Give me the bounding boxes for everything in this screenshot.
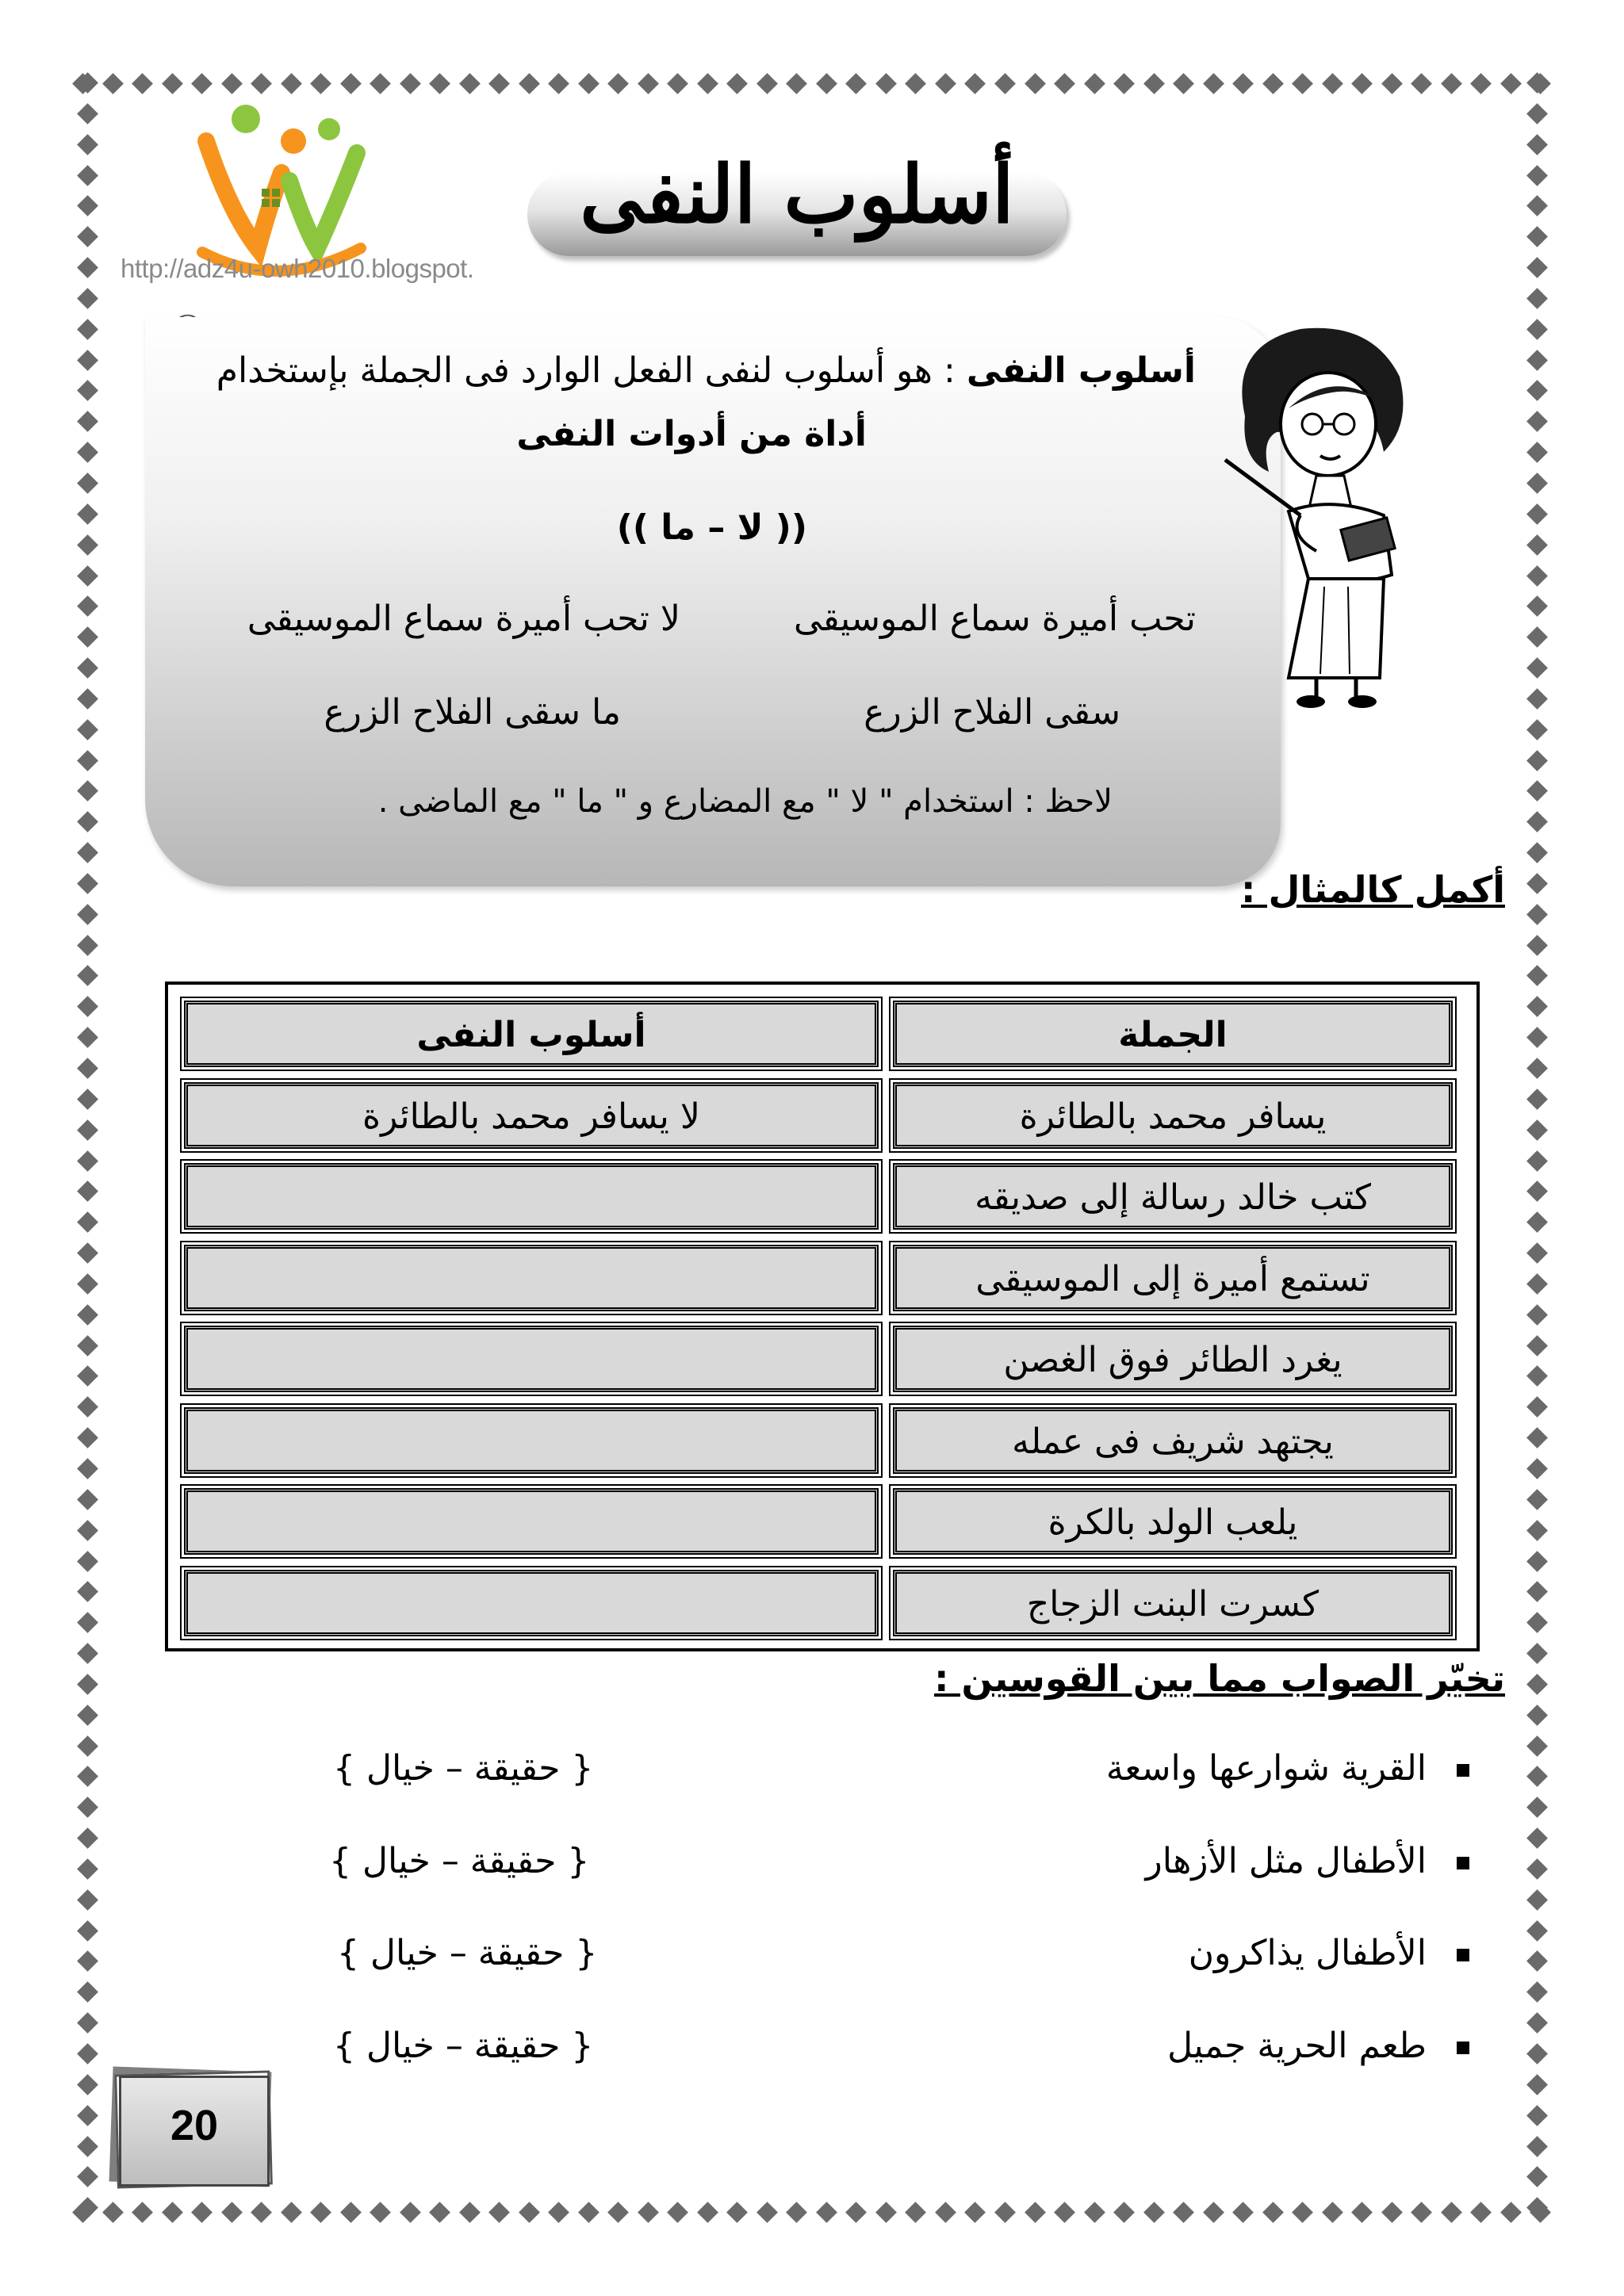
- border-diamond: [726, 73, 748, 94]
- cell-sentence: كتب خالد رسالة إلى صديقه: [893, 1163, 1453, 1230]
- border-diamond: [77, 1766, 98, 1787]
- border-diamond: [162, 73, 183, 94]
- border-diamond: [400, 73, 421, 94]
- border-diamond: [1526, 1705, 1548, 1726]
- border-diamond: [102, 73, 124, 94]
- choice-options[interactable]: { حقيقة – خيال }: [333, 2026, 594, 2066]
- border-diamond: [77, 134, 98, 155]
- border-diamond: [935, 2202, 956, 2223]
- choice-statement: [1167, 2026, 1469, 2066]
- border-diamond: [786, 2202, 807, 2223]
- page-border-top: [75, 71, 1549, 95]
- border-diamond: [1025, 2202, 1046, 2223]
- border-diamond: [1232, 73, 1254, 94]
- border-diamond: [77, 103, 98, 124]
- bullet-icon: [1457, 1949, 1469, 1961]
- border-diamond: [77, 1242, 98, 1264]
- border-diamond: [77, 1119, 98, 1141]
- border-diamond: [77, 1273, 98, 1295]
- border-diamond: [1381, 73, 1403, 94]
- border-diamond: [1526, 288, 1548, 309]
- border-diamond: [1351, 73, 1373, 94]
- border-diamond: [1526, 1242, 1548, 1264]
- border-diamond: [77, 72, 98, 94]
- border-diamond: [906, 2202, 927, 2223]
- border-diamond: [370, 2202, 391, 2223]
- border-diamond: [519, 2202, 540, 2223]
- border-diamond: [102, 2202, 124, 2223]
- border-diamond: [77, 688, 98, 710]
- choice-options[interactable]: { حقيقة – خيال }: [329, 1841, 590, 1881]
- border-diamond: [340, 73, 362, 94]
- bullet-icon: [1457, 1764, 1469, 1777]
- choice-statement: [1145, 1841, 1469, 1881]
- border-diamond: [77, 1674, 98, 1695]
- border-diamond: [77, 1705, 98, 1726]
- page-number: 20: [170, 2102, 219, 2149]
- choice-options[interactable]: { حقيقة – خيال }: [333, 1748, 594, 1789]
- border-diamond: [1411, 2202, 1432, 2223]
- border-diamond: [77, 319, 98, 340]
- border-diamond: [1470, 2202, 1492, 2223]
- border-diamond: [1526, 2043, 1548, 2064]
- border-diamond: [1526, 1181, 1548, 1202]
- border-diamond: [77, 1027, 98, 1048]
- page-border-left: [75, 75, 99, 2216]
- border-diamond: [77, 1951, 98, 1973]
- page-border-bottom: [75, 2200, 1549, 2224]
- border-diamond: [77, 1489, 98, 1510]
- border-diamond: [191, 73, 213, 94]
- border-diamond: [1526, 2197, 1548, 2218]
- border-diamond: [77, 996, 98, 1017]
- border-diamond: [1526, 595, 1548, 617]
- border-diamond: [1526, 935, 1548, 956]
- border-diamond: [1526, 195, 1548, 216]
- border-diamond: [1526, 226, 1548, 247]
- border-diamond: [697, 2202, 718, 2223]
- border-diamond: [1526, 1273, 1548, 1295]
- border-diamond: [400, 2202, 421, 2223]
- border-diamond: [1054, 73, 1075, 94]
- border-diamond: [77, 1366, 98, 1387]
- border-diamond: [1526, 1211, 1548, 1233]
- border-diamond: [77, 1304, 98, 1326]
- border-diamond: [1054, 2202, 1075, 2223]
- border-diamond: [77, 904, 98, 925]
- border-diamond: [77, 657, 98, 679]
- border-diamond: [77, 1889, 98, 1911]
- border-diamond: [1526, 657, 1548, 679]
- border-diamond: [1526, 134, 1548, 155]
- border-diamond: [1351, 2202, 1373, 2223]
- border-diamond: [1173, 73, 1194, 94]
- border-diamond: [1143, 73, 1165, 94]
- border-diamond: [77, 1458, 98, 1479]
- border-diamond: [1526, 1366, 1548, 1387]
- border-diamond: [1526, 1551, 1548, 1572]
- border-diamond: [1526, 1089, 1548, 1110]
- border-diamond: [726, 2202, 748, 2223]
- border-diamond: [1526, 966, 1548, 987]
- cell-negation[interactable]: لا يسافر محمد بالطائرة: [184, 1082, 879, 1149]
- border-diamond: [875, 2202, 897, 2223]
- border-diamond: [1526, 1581, 1548, 1602]
- teacher-illustration: [1213, 313, 1459, 718]
- border-diamond: [77, 1520, 98, 1541]
- border-diamond: [77, 565, 98, 587]
- border-diamond: [1526, 1981, 1548, 2003]
- border-diamond: [1203, 2202, 1224, 2223]
- border-diamond: [488, 73, 510, 94]
- bullet-icon: [1457, 2042, 1469, 2054]
- border-diamond: [77, 719, 98, 740]
- page-title: أسلوب النفى: [580, 147, 1014, 241]
- border-diamond: [281, 2202, 302, 2223]
- border-diamond: [1411, 73, 1432, 94]
- border-diamond: [77, 1827, 98, 1849]
- cell-sentence: يلعب الولد بالكرة: [893, 1488, 1453, 1555]
- border-diamond: [1526, 2166, 1548, 2187]
- border-diamond: [77, 595, 98, 617]
- border-diamond: [667, 2202, 688, 2223]
- border-diamond: [310, 73, 331, 94]
- border-diamond: [1526, 750, 1548, 771]
- border-diamond: [162, 2202, 183, 2223]
- cell-negation[interactable]: [184, 1407, 879, 1474]
- border-diamond: [578, 2202, 599, 2223]
- border-diamond: [1143, 2202, 1165, 2223]
- border-diamond: [578, 73, 599, 94]
- border-diamond: [1526, 1858, 1548, 1880]
- border-diamond: [1526, 1951, 1548, 1973]
- border-diamond: [77, 381, 98, 402]
- border-diamond: [638, 73, 659, 94]
- border-diamond: [1526, 811, 1548, 832]
- border-diamond: [77, 2197, 98, 2218]
- border-diamond: [1526, 873, 1548, 894]
- border-diamond: [77, 811, 98, 832]
- border-diamond: [340, 2202, 362, 2223]
- border-diamond: [1526, 719, 1548, 740]
- border-diamond: [1526, 780, 1548, 802]
- border-diamond: [77, 2043, 98, 2064]
- border-diamond: [1526, 1396, 1548, 1418]
- header-sentence: الجملة: [893, 1001, 1453, 1067]
- border-diamond: [281, 73, 302, 94]
- definition-term: أسلوب النفى: [966, 350, 1196, 391]
- border-diamond: [459, 2202, 481, 2223]
- border-diamond: [1526, 381, 1548, 402]
- border-diamond: [1526, 1150, 1548, 1172]
- statement-text: الأطفال مثل الأزهار: [1145, 1841, 1427, 1881]
- border-diamond: [1526, 1674, 1548, 1695]
- border-diamond: [77, 411, 98, 432]
- border-diamond: [310, 2202, 331, 2223]
- border-diamond: [1292, 73, 1313, 94]
- border-diamond: [816, 2202, 837, 2223]
- border-diamond: [429, 2202, 450, 2223]
- border-diamond: [1526, 257, 1548, 278]
- border-diamond: [519, 73, 540, 94]
- border-diamond: [1262, 2202, 1284, 2223]
- border-diamond: [1322, 73, 1343, 94]
- border-diamond: [1526, 904, 1548, 925]
- border-diamond: [77, 935, 98, 956]
- border-diamond: [77, 165, 98, 186]
- cell-sentence: تستمع أميرة إلى الموسيقى: [893, 1245, 1453, 1311]
- cell-sentence: يغرد الطائر فوق الغصن: [893, 1326, 1453, 1392]
- border-diamond: [1526, 165, 1548, 186]
- border-diamond: [697, 73, 718, 94]
- border-diamond: [370, 73, 391, 94]
- border-diamond: [1526, 350, 1548, 371]
- border-diamond: [756, 73, 778, 94]
- header-negation: أسلوب النفى: [184, 1001, 879, 1067]
- border-diamond: [1526, 1797, 1548, 1818]
- border-diamond: [1526, 103, 1548, 124]
- border-diamond: [251, 2202, 272, 2223]
- border-diamond: [1113, 73, 1135, 94]
- cell-negation[interactable]: [184, 1326, 879, 1392]
- border-diamond: [1084, 73, 1105, 94]
- border-diamond: [845, 73, 867, 94]
- cell-negation[interactable]: [184, 1570, 879, 1636]
- statement-text: القرية شوارعها واسعة: [1105, 1748, 1427, 1789]
- example-negative-1: لا تحب أميرة سماع الموسيقى: [247, 599, 680, 639]
- border-diamond: [1526, 1027, 1548, 1048]
- page-border-right: [1525, 75, 1549, 2216]
- border-diamond: [1262, 73, 1284, 94]
- border-diamond: [77, 2105, 98, 2126]
- border-diamond: [77, 1396, 98, 1418]
- border-diamond: [667, 73, 688, 94]
- example-affirmative-1: تحب أميرة سماع الموسيقى: [793, 599, 1196, 639]
- border-diamond: [77, 1150, 98, 1172]
- example-negative-2: ما سقى الفلاح الزرع: [324, 692, 621, 733]
- border-diamond: [77, 503, 98, 525]
- negation-table-grid: [171, 988, 1473, 1645]
- definition-line-2: أداة من أدوات النفى: [516, 414, 867, 454]
- choose-heading: تخيّر الصواب مما بين القوسين :: [934, 1657, 1505, 1700]
- definition-body: : هو أسلوب لنفى الفعل الوارد فى الجملة بإستخدام: [216, 350, 956, 391]
- border-diamond: [1526, 442, 1548, 463]
- border-diamond: [77, 226, 98, 247]
- border-diamond: [1526, 1766, 1548, 1787]
- border-diamond: [77, 257, 98, 278]
- border-diamond: [638, 2202, 659, 2223]
- border-diamond: [1173, 2202, 1194, 2223]
- border-diamond: [1203, 73, 1224, 94]
- border-diamond: [1441, 2202, 1462, 2223]
- border-diamond: [77, 2074, 98, 2095]
- negation-tools: (( لا – ما )): [616, 507, 807, 548]
- border-diamond: [77, 473, 98, 494]
- border-diamond: [1526, 1335, 1548, 1357]
- border-diamond: [251, 73, 272, 94]
- border-diamond: [1526, 996, 1548, 1017]
- border-diamond: [1526, 319, 1548, 340]
- cell-negation[interactable]: [184, 1245, 879, 1311]
- choice-statement: [1106, 1748, 1469, 1789]
- border-diamond: [1526, 1735, 1548, 1757]
- border-diamond: [1232, 2202, 1254, 2223]
- border-diamond: [77, 1211, 98, 1233]
- border-diamond: [1526, 1119, 1548, 1141]
- border-diamond: [1526, 2012, 1548, 2034]
- border-diamond: [1526, 1612, 1548, 1633]
- statement-text: الأطفال يذاكرون: [1188, 1933, 1427, 1973]
- logo-url-text: http://adz4u-owh2010.blogspot.: [121, 254, 474, 283]
- border-diamond: [1025, 73, 1046, 94]
- border-diamond: [77, 350, 98, 371]
- border-diamond: [1113, 2202, 1135, 2223]
- border-diamond: [77, 750, 98, 771]
- border-diamond: [816, 73, 837, 94]
- border-diamond: [965, 73, 986, 94]
- border-diamond: [77, 1735, 98, 1757]
- border-diamond: [191, 2202, 213, 2223]
- border-diamond: [77, 626, 98, 648]
- border-diamond: [1526, 1489, 1548, 1510]
- border-diamond: [906, 73, 927, 94]
- definition-line: [216, 350, 1196, 391]
- border-diamond: [77, 2166, 98, 2187]
- border-diamond: [77, 195, 98, 216]
- border-diamond: [77, 1797, 98, 1818]
- border-diamond: [77, 1920, 98, 1942]
- border-diamond: [1322, 2202, 1343, 2223]
- border-diamond: [1526, 411, 1548, 432]
- note-text: لاحظ : استخدام " لا " مع المضارع و " ما " مع الماضى .: [377, 783, 1113, 820]
- border-diamond: [77, 1551, 98, 1572]
- border-diamond: [1526, 1427, 1548, 1448]
- border-diamond: [1526, 1827, 1548, 1849]
- border-diamond: [77, 2136, 98, 2157]
- border-diamond: [1441, 73, 1462, 94]
- border-diamond: [77, 1643, 98, 1664]
- choice-statement: [1189, 1933, 1469, 1973]
- border-diamond: [1526, 72, 1548, 94]
- border-diamond: [1526, 688, 1548, 710]
- border-diamond: [1526, 1643, 1548, 1664]
- border-diamond: [77, 842, 98, 863]
- border-diamond: [1526, 1889, 1548, 1911]
- border-diamond: [1526, 2136, 1548, 2157]
- border-diamond: [77, 1581, 98, 1602]
- border-diamond: [607, 2202, 629, 2223]
- example-affirmative-2: سقى الفلاح الزرع: [864, 692, 1120, 733]
- cell-sentence: يجتهد شريف فى عمله: [893, 1407, 1453, 1474]
- border-diamond: [77, 2012, 98, 2034]
- border-diamond: [845, 2202, 867, 2223]
- border-diamond: [1526, 1458, 1548, 1479]
- border-diamond: [221, 2202, 243, 2223]
- border-diamond: [1500, 73, 1522, 94]
- border-diamond: [77, 1181, 98, 1202]
- border-diamond: [77, 1427, 98, 1448]
- border-diamond: [1526, 1920, 1548, 1942]
- cell-negation[interactable]: [184, 1488, 879, 1555]
- border-diamond: [77, 1335, 98, 1357]
- border-diamond: [132, 2202, 153, 2223]
- border-diamond: [1526, 1520, 1548, 1541]
- border-diamond: [965, 2202, 986, 2223]
- border-diamond: [994, 73, 1016, 94]
- border-diamond: [459, 73, 481, 94]
- border-diamond: [77, 1612, 98, 1633]
- bullet-icon: [1457, 1857, 1469, 1869]
- border-diamond: [607, 73, 629, 94]
- border-diamond: [221, 73, 243, 94]
- border-diamond: [77, 288, 98, 309]
- border-diamond: [1526, 534, 1548, 556]
- border-diamond: [548, 2202, 569, 2223]
- border-diamond: [1470, 73, 1492, 94]
- border-diamond: [77, 966, 98, 987]
- border-diamond: [77, 1858, 98, 1880]
- choice-options[interactable]: { حقيقة – خيال }: [337, 1933, 598, 1973]
- border-diamond: [429, 73, 450, 94]
- border-diamond: [77, 780, 98, 802]
- border-diamond: [935, 73, 956, 94]
- border-diamond: [1526, 503, 1548, 525]
- border-diamond: [875, 73, 897, 94]
- border-diamond: [1381, 2202, 1403, 2223]
- border-diamond: [77, 1089, 98, 1110]
- border-diamond: [1526, 1304, 1548, 1326]
- border-diamond: [1526, 1058, 1548, 1079]
- border-diamond: [786, 73, 807, 94]
- border-diamond: [994, 2202, 1016, 2223]
- border-diamond: [548, 73, 569, 94]
- border-diamond: [488, 2202, 510, 2223]
- border-diamond: [77, 1981, 98, 2003]
- border-diamond: [756, 2202, 778, 2223]
- border-diamond: [1526, 842, 1548, 863]
- complete-heading: أكمل كالمثال :: [1241, 868, 1505, 911]
- border-diamond: [77, 442, 98, 463]
- border-diamond: [1084, 2202, 1105, 2223]
- border-diamond: [1526, 2074, 1548, 2095]
- border-diamond: [77, 1058, 98, 1079]
- border-diamond: [1526, 2105, 1548, 2126]
- border-diamond: [77, 873, 98, 894]
- border-diamond: [1526, 565, 1548, 587]
- border-diamond: [1500, 2202, 1522, 2223]
- border-diamond: [77, 534, 98, 556]
- cell-sentence: يسافر محمد بالطائرة: [893, 1082, 1453, 1149]
- border-diamond: [1526, 473, 1548, 494]
- border-diamond: [1292, 2202, 1313, 2223]
- cell-negation[interactable]: [184, 1163, 879, 1230]
- cell-sentence: كسرت البنت الزجاج: [893, 1570, 1453, 1636]
- border-diamond: [1526, 626, 1548, 648]
- statement-text: طعم الحرية جميل: [1167, 2026, 1427, 2066]
- border-diamond: [132, 73, 153, 94]
